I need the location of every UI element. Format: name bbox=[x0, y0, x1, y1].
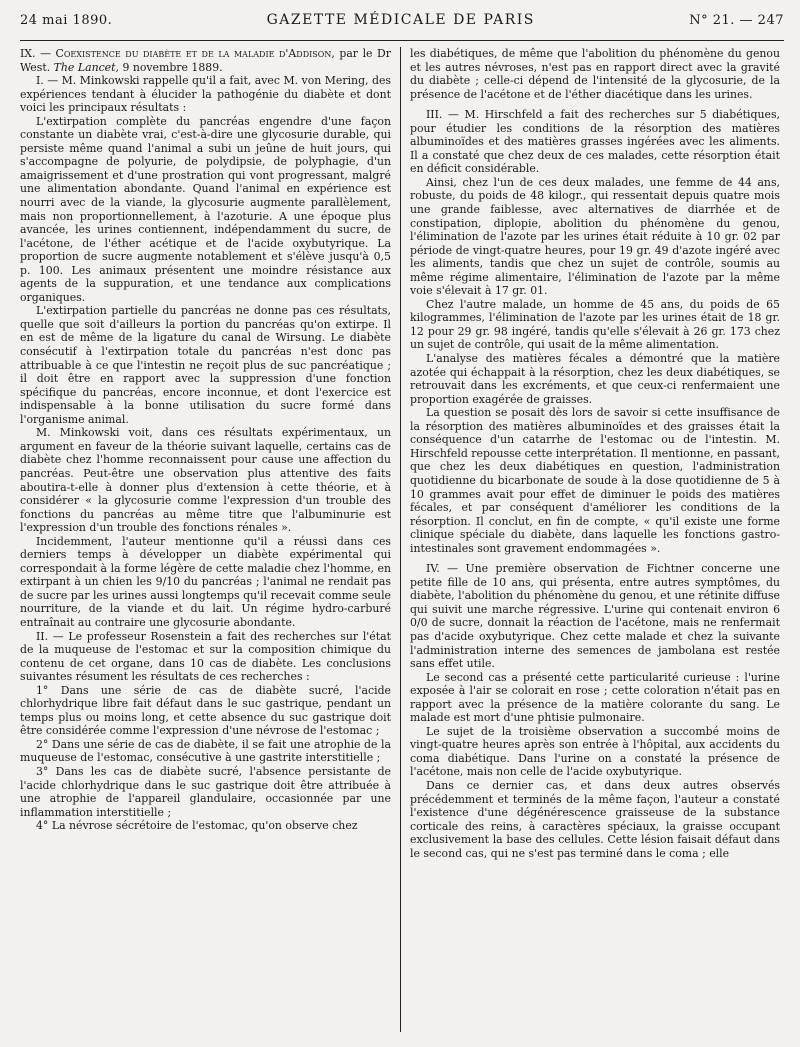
section-gap bbox=[410, 555, 780, 562]
paragraph: II. — Le professeur Rosenstein a fait des recherches sur l'état de la muqueuse de l'estomac et sur la composition chimique du contenu de cet organe, dans 10 cas de diabète. Les conclusions suivantes résument les résultats de ces recherches : bbox=[20, 629, 391, 684]
article-date: 9 novembre 1889. bbox=[122, 60, 223, 74]
paragraph: L'extirpation complète du pancréas engendre d'une façon constante un diabète vrai, c'est-à-dire une glycosurie durable, qui persiste même quand l'animal a subi un jeûne de huit jours, qui s'accompagne de polyurie, de polydipsie, de polyphagie, d'un amaigrissement et d'une prostration qui vont progressant, malgré une alimentation abondante. Quand l'animal en expérience est nourri avec de la viande, la glycosurie augmente parallèlement, mais non proportionnellement, à l'azoturie. A une époque plus avancée, les urines contiennent, indépendamment du sucre, de l'acétone, de l'éther acétique et de l'acide oxybutyrique. La proportion de sucre augmente notablement et s'élève jusqu'à 0,5 p. 100. Les animaux présentent une moindre résistance aux agents de la suppuration, et une tendance aux complications organiques. bbox=[20, 114, 391, 304]
paragraph: La question se posait dès lors de savoir si cette insuffisance de la résorption des matières albuminoïdes et des graisses était la conséquence d'un catarrhe de l'estomac ou de l'intestin. M. Hirschfeld repousse cette interprétation. Il mentionne, en passant, que chez les deux diabétiques en question, l'administration quotidienne du bicarbonate de soude à la dose quotidienne de 5 à 10 grammes avait pour effet de diminuer le poids des matières fécales, et par conséquent d'améliorer les conditions de la résorption. Il conclut, en fin de compte, « qu'il existe une forme clinique spéciale du diabète, dans laquelle les fonctions gastro-intestinales sont gravement endommagées ». bbox=[410, 406, 780, 555]
paragraph: Le sujet de la troisième observation a succombé moins de vingt-quatre heures après son entrée à l'hôpital, aux accidents du coma diabétique. Dans l'urine on a constaté la présence de l'acétone, mais non celle de l'acide oxybutyrique. bbox=[410, 724, 780, 779]
header-journal-title: GAZETTE MÉDICALE DE PARIS bbox=[266, 12, 535, 28]
text-columns bbox=[20, 47, 784, 1032]
article-author: par le Dr West. bbox=[20, 47, 391, 74]
header-rule bbox=[20, 40, 784, 41]
section-number: IX. — bbox=[20, 47, 51, 60]
article-heading bbox=[20, 47, 391, 74]
paragraph: 1° Dans une série de cas de diabète sucré, l'acide chlorhydrique libre fait défaut dans le suc gastrique, pendant un temps plus ou moins long, et cette absence du suc gastrique doit être considérée comme l'expression d'une névrose de l'estomac ; bbox=[20, 683, 391, 738]
paragraph: Incidemment, l'auteur mentionne qu'il a réussi dans ces derniers temps à développer un diabète expérimental qui correspondait à la forme légère de cette maladie chez l'homme, en extirpant à un chien les 9/10 du pancréas ; l'animal ne rendait pas de sucre par les urines aussi longtemps qu'il recevait comme seule nourriture, de la viande et du lait. Un régime hydro-carburé entraînait au contraire une glycosurie abondante. bbox=[20, 534, 391, 629]
right-column bbox=[400, 47, 780, 1032]
paragraph: les diabétiques, de même que l'abolition du phénomène du genou et les autres névroses, n'est pas en rapport direct avec la gravité du diabète ; celle-ci dépend de l'intensité de la glycosurie, de la présence de l'acétone et de l'éther diacétique dans les urines. bbox=[410, 47, 780, 101]
running-header bbox=[20, 12, 784, 34]
paragraph: 4° La névrose sécrétoire de l'estomac, qu'on observe chez bbox=[36, 819, 358, 833]
paragraph: Dans ce dernier cas, et dans deux autres observés précédemment et terminés de la même façon, l'auteur a constaté l'existence d'une dégénérescence graisseuse de la substance corticale des reins, à caractères spéciaux, la graisse occupant exclusivement la base des cellules. Cette lésion faisait défaut dans le second cas, qui ne s'est pas terminé dans le coma ; elle bbox=[410, 778, 780, 860]
paragraph: 2° Dans une série de cas de diabète, il se fait une atrophie de la muqueuse de l'estomac, consécutive à une gastrite interstitielle ; bbox=[20, 737, 391, 765]
paragraph: Ainsi, chez l'un de ces deux malades, une femme de 44 ans, robuste, du poids de 48 kilogr., qui ressentait depuis quatre mois une grande faiblesse, avec alternatives de diarrhée et de constipation, diplopie, abolition du phénomène du genou, l'élimination de l'azote par les urines était réduite à 10 gr. 02 par période de vingt-quatre heures, pour 19 gr. 49 d'azote ingéré avec les aliments, tandis que chez un sujet de contrôle, soumis au même régime alimentaire, l'élimination de l'azote par la même voie s'élevait à 17 gr. 01. bbox=[410, 175, 780, 298]
paragraph: 3° Dans les cas de diabète sucré, l'absence persistante de l'acide chlorhydrique dans le suc gastrique doit être attribuée à une atrophie de l'appareil glandulaire, occasionnée par une inflammation interstitielle ; bbox=[20, 764, 391, 819]
paragraph: L'analyse des matières fécales a démontré que la matière azotée qui échappait à la résorption, chez les deux diabétiques, se retrouvait dans les excréments, et que ceux-ci renfermaient une proportion exagérée de graisses. bbox=[410, 352, 780, 406]
section-gap bbox=[410, 101, 780, 108]
left-column bbox=[20, 47, 400, 1032]
paragraph: Chez l'autre malade, un homme de 45 ans, du poids de 65 kilogrammes, l'élimination de l'azote par les urines était de 18 gr. 12 pour 29 gr. 98 ingéré, tandis qu'elle s'élevait à 26 gr. 173 chez un sujet de contrôle, qui usait de la même alimentation. bbox=[410, 297, 780, 352]
paragraph: M. Minkowski voit, dans ces résultats expérimentaux, un argument en faveur de la théorie suivant laquelle, certains cas de diabète chez l'homme reconnaissent pour cause une affection du pancréas. Peut-être une observation plus attentive des faits aboutira-t-elle à donner plus d'extension à cette théorie, et à considérer « la glycosurie comme l'expression d'un trouble des fonctions du pancréas au même titre que l'albuminurie est l'expression d'un trouble des fonctions rénales ». bbox=[20, 426, 391, 535]
paragraph: L'extirpation partielle du pancréas ne donne pas ces résultats, quelle que soit d'ailleurs la portion du pancréas qu'on extirpe. Il en est de même de la ligature du canal de Wirsung. Le diabète consécutif à l'extirpation totale du pancréas n'est donc pas attribuable à ce que l'intestin ne reçoit plus de suc pancréatique ; il doit être en rapport avec la suppression d'une fonction spécifique du pancréas, encore inconnue, et dont l'exercice est indispensable à la bonne utilisation du sucre formé dans l'organisme animal. bbox=[20, 304, 391, 426]
section-title: Coexistence du diabète et de la maladie d'Addison, bbox=[55, 47, 335, 60]
paragraph: IV. — Une première observation de Fichtner concerne une petite fille de 10 ans, qui présenta, entre autres symptômes, du diabète, l'abolition du phénomène du genou, et une rétinite diffuse qui suivit une marche régressive. L'urine qui contenait environ 6 0/0 de sucre, donnait la réaction de l'acétone, mais ne renfermait pas d'acide oxybutyrique. Chez cette malade et chez la suivante l'administration interne des semences de jambolana est restée sans effet utile. bbox=[410, 562, 780, 671]
header-date: 24 mai 1890. bbox=[20, 13, 113, 28]
header-issue-page: N° 21. — 247 bbox=[689, 13, 784, 28]
article-source: The Lancet, bbox=[53, 60, 119, 74]
paragraph: III. — M. Hirschfeld a fait des recherches sur 5 diabétiques, pour étudier les conditions de la résorption des matières albuminoïdes et des matières grasses ingérées avec les aliments. Il a constaté que chez deux de ces malades, cette résorption était en déficit considérable. bbox=[410, 108, 780, 176]
paragraph: Le second cas a présenté cette particularité curieuse : l'urine exposée à l'air se colorait en rose ; cette coloration n'était pas en rapport avec la présence de la matière colorante du sang. Le malade est mort d'une phtisie pulmonaire. bbox=[410, 670, 780, 725]
paragraph: I. — M. Minkowski rappelle qu'il a fait, avec M. von Mering, des expériences tendant à élucider la pathogénie du diabète et dont voici les principaux résultats : bbox=[20, 74, 391, 115]
